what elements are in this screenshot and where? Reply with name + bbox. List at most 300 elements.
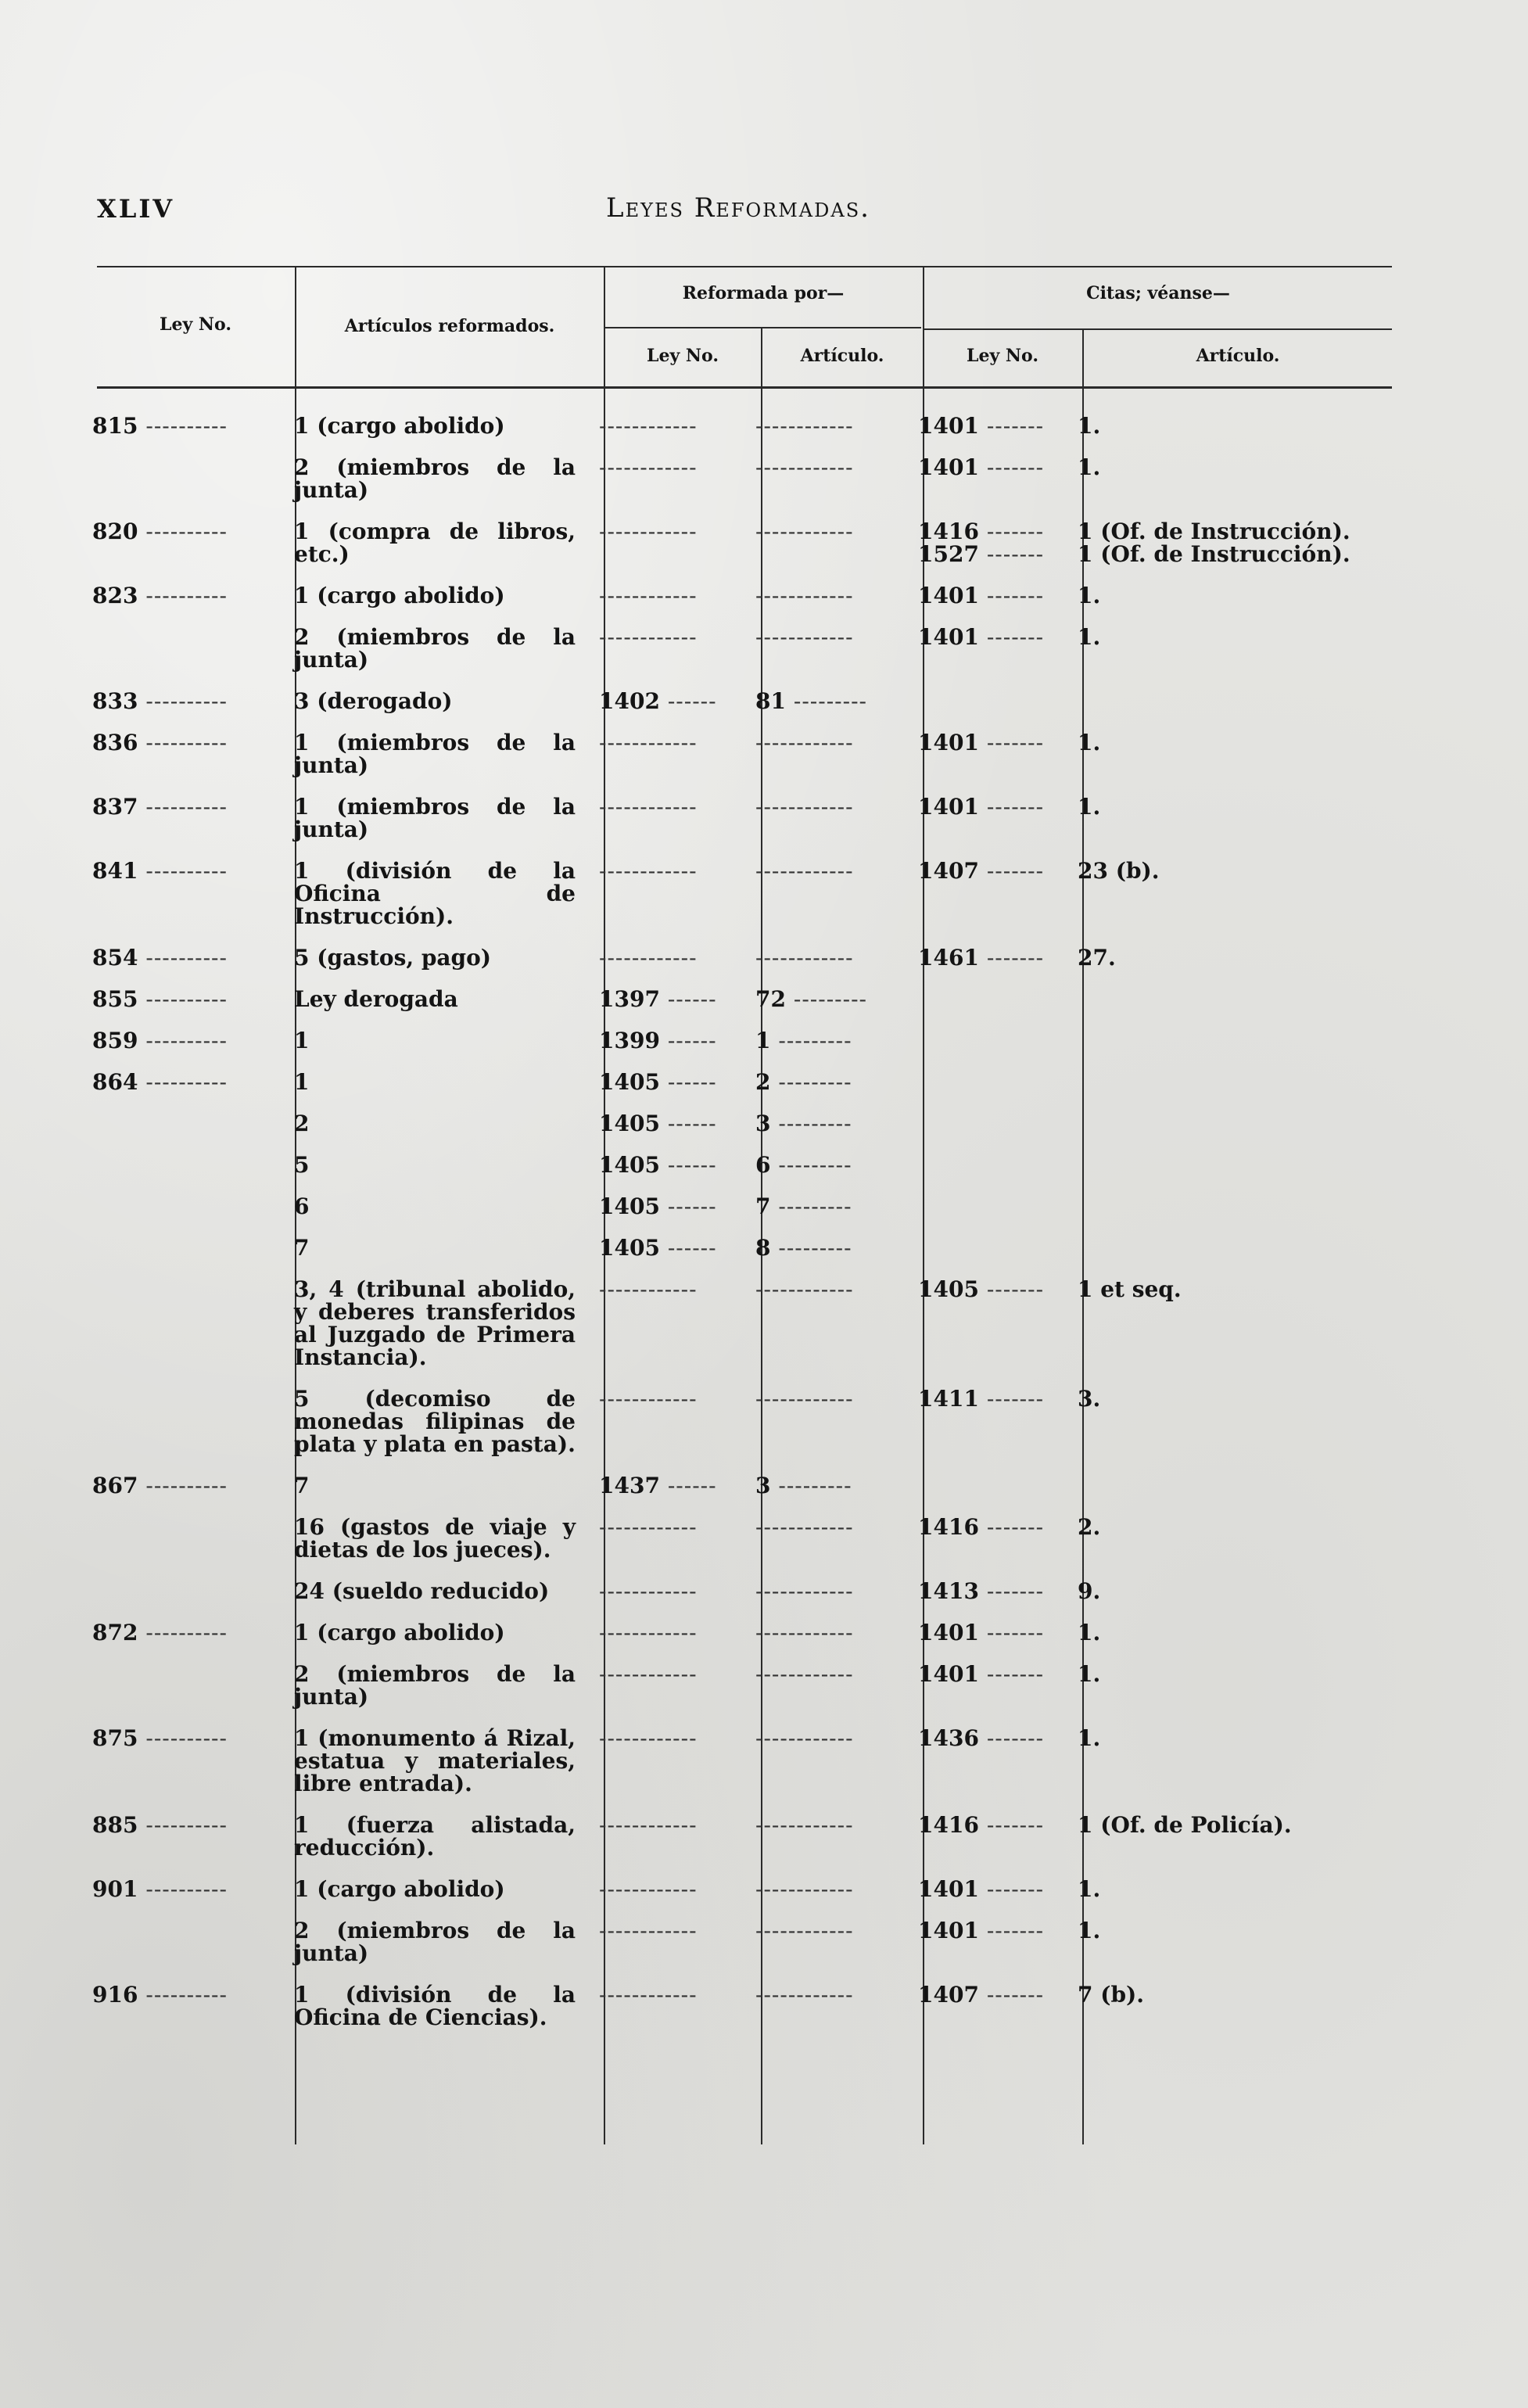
cita-ley-cell (918, 849, 1078, 935)
reformada-articulo-cell (755, 1908, 918, 1972)
cita-articulo-text: 27. (1078, 945, 1116, 971)
articulo-cell (294, 1505, 599, 1569)
reformada-articulo-cell (755, 509, 918, 573)
ley-number: 875 (92, 1725, 138, 1751)
ley-number: 916 (92, 1982, 138, 2008)
dot-leader: ------------ (599, 1578, 698, 1604)
ley-number: 901 (92, 1876, 138, 1902)
ley-number: 855 (92, 986, 138, 1012)
articulo-text: 1 (cargo abolido) (294, 1876, 505, 1902)
dot-leader: ------------ (755, 1876, 854, 1902)
articulo-cell (294, 784, 599, 849)
cita-ley-number: 1407 (918, 858, 979, 884)
dot-leader: ------ (659, 1473, 717, 1498)
cita-articulo-text: 7 (b). (1078, 1982, 1145, 2008)
ley-no-cell (92, 1569, 294, 1610)
cita-ley-cell (918, 1101, 1078, 1143)
cita-ley-line (918, 1580, 1078, 1602)
cita-ley-number: 1401 (918, 730, 979, 755)
ley-no-cell (92, 404, 294, 445)
reformada-articulo-number: 3 (755, 1111, 771, 1136)
cita-ley-cell (918, 1569, 1078, 1610)
cita-ley-number: 1401 (918, 794, 979, 820)
cita-ley-number: 1407 (918, 1982, 979, 2008)
cita-ley-cell (918, 1867, 1078, 1908)
cita-articulo-cell (1078, 1505, 1375, 1569)
articulo-text: 5 (decomiso de monedas filipinas de plata y plata en pasta). (294, 1386, 576, 1457)
cita-articulo-cell (1078, 1060, 1375, 1101)
reformada-articulo-cell (755, 1463, 918, 1505)
ley-no-cell (92, 1101, 294, 1143)
articulo-cell (294, 445, 599, 509)
cita-ley-cell (918, 935, 1078, 977)
reformada-articulo-number: 8 (755, 1235, 771, 1261)
ley-no-cell (92, 935, 294, 977)
reformada-ley-cell (599, 1505, 755, 1569)
reformada-ley-cell (599, 1867, 755, 1908)
dot-leader: --------- (770, 1193, 852, 1219)
table-row (92, 1463, 1375, 1505)
reformada-ley-cell (599, 1184, 755, 1226)
reformada-ley-cell (599, 1716, 755, 1803)
cita-ley-cell (918, 1226, 1078, 1267)
dot-leader: ------------ (599, 583, 698, 608)
reformada-articulo-cell (755, 1184, 918, 1226)
reformada-articulo-cell (755, 1569, 918, 1610)
dot-leader: ------- (978, 1918, 1045, 1943)
cita-articulo-cell (1078, 1101, 1375, 1143)
reformada-ley-cell (599, 573, 755, 615)
cita-ley-line (918, 1919, 1078, 1942)
reformada-ley-cell (599, 1569, 755, 1610)
cita-ley-cell (918, 1972, 1078, 2037)
cita-articulo-cell (1078, 1972, 1375, 2037)
dot-leader: ---------- (138, 1028, 228, 1053)
page-folio: XLIV (97, 194, 175, 224)
cita-articulo-cell (1078, 679, 1375, 720)
articulo-cell (294, 1867, 599, 1908)
cita-ley-number: 1461 (918, 945, 979, 971)
reformada-articulo-cell (755, 445, 918, 509)
dot-leader: ------ (659, 1235, 717, 1261)
reformada-ley-cell (599, 1376, 755, 1463)
articulo-cell (294, 1018, 599, 1060)
dot-leader: ---------- (138, 794, 228, 820)
cita-articulo-text: 9. (1078, 1578, 1101, 1604)
table-row (92, 679, 1375, 720)
cita-ley-cell (918, 1652, 1078, 1716)
dot-leader: ------- (978, 413, 1045, 439)
reformada-ley-number: 1405 (599, 1193, 660, 1219)
dot-leader: ---------- (138, 1620, 228, 1645)
cita-articulo-cell (1078, 1143, 1375, 1184)
cita-ley-line (918, 1621, 1078, 1644)
dot-leader: ------------ (755, 945, 854, 971)
reformada-articulo-cell (755, 720, 918, 784)
cita-ley-number: 1411 (918, 1386, 979, 1412)
reformada-ley-cell (599, 1908, 755, 1972)
cita-ley-line (918, 1727, 1078, 1749)
dot-leader: ------------ (599, 1982, 698, 2008)
dot-leader: ------- (978, 1725, 1045, 1751)
dot-leader: ------- (978, 583, 1045, 608)
dot-leader: --------- (770, 1111, 852, 1136)
articulo-text: 7 (294, 1235, 310, 1261)
articulo-text: 3 (derogado) (294, 688, 453, 714)
dot-leader: ------- (978, 794, 1045, 820)
ley-number: 823 (92, 583, 138, 608)
cita-articulo-cell (1078, 977, 1375, 1018)
articulo-text: 24 (sueldo reducido) (294, 1578, 550, 1604)
ley-no-cell (92, 509, 294, 573)
cita-articulo-text: 1 (Of. de Instrucción). (1078, 541, 1350, 567)
ley-number: 867 (92, 1473, 138, 1498)
dot-leader: --------- (770, 1028, 852, 1053)
ley-no-cell (92, 1267, 294, 1376)
cita-ley-cell (918, 1505, 1078, 1569)
dot-leader: --------- (785, 986, 868, 1012)
dot-leader: ------- (978, 1620, 1045, 1645)
table-row (92, 784, 1375, 849)
ley-number: 833 (92, 688, 138, 714)
table-row (92, 849, 1375, 935)
articulo-cell (294, 509, 599, 573)
articulo-text: 1 (fuerza alistada, reducción). (294, 1812, 576, 1861)
header-ley-no: Ley No. (160, 314, 231, 335)
cita-ley-cell (918, 1267, 1078, 1376)
ley-no-cell (92, 1463, 294, 1505)
table-row (92, 1908, 1375, 1972)
reformada-ley-number: 1402 (599, 688, 660, 714)
table-row (92, 1652, 1375, 1716)
cita-ley-line (918, 946, 1078, 969)
articulo-cell (294, 1267, 599, 1376)
table-row (92, 573, 1375, 615)
ley-no-cell (92, 573, 294, 615)
dot-leader: ------------ (755, 1578, 854, 1604)
articulo-text: 7 (294, 1473, 310, 1498)
dot-leader: ------------ (599, 858, 698, 884)
articulo-text: 2 (miembros de la junta) (294, 624, 576, 673)
table-row (92, 1018, 1375, 1060)
ley-no-cell (92, 1505, 294, 1569)
cita-ley-cell (918, 509, 1078, 573)
dot-leader: ------------ (599, 1514, 698, 1540)
cita-articulo-cell (1078, 615, 1375, 679)
dot-leader: ------------ (755, 1386, 854, 1412)
reformada-ley-cell (599, 1803, 755, 1867)
cita-ley-cell (918, 404, 1078, 445)
cita-ley-cell (918, 445, 1078, 509)
cita-articulo-cell (1078, 1569, 1375, 1610)
reformada-ley-cell (599, 720, 755, 784)
reformada-ley-number: 1399 (599, 1028, 660, 1053)
reformada-articulo-cell (755, 1652, 918, 1716)
dot-leader: ------------ (755, 1620, 854, 1645)
cita-ley-cell (918, 1716, 1078, 1803)
dot-leader: ------------ (599, 624, 698, 650)
cita-articulo-cell (1078, 1184, 1375, 1226)
cita-ley-line (918, 626, 1078, 648)
table-row (92, 1972, 1375, 2037)
cita-articulo-text: 1. (1078, 1725, 1101, 1751)
reformada-articulo-cell (755, 1505, 918, 1569)
ley-no-cell (92, 1184, 294, 1226)
dot-leader: ------- (978, 624, 1045, 650)
cita-ley-line (918, 731, 1078, 754)
dot-leader: ------------ (599, 1876, 698, 1902)
ley-no-cell (92, 679, 294, 720)
cita-ley-number: 1416 (918, 1812, 979, 1838)
cita-ley-number: 1527 (918, 541, 979, 567)
dot-leader: ------------ (599, 413, 698, 439)
ley-no-cell (92, 1226, 294, 1267)
articulo-cell (294, 977, 599, 1018)
articulo-text: 1 (294, 1069, 310, 1095)
reformada-articulo-cell (755, 1101, 918, 1143)
dot-leader: ------------ (599, 1725, 698, 1751)
cita-articulo-text: 1. (1078, 583, 1101, 608)
cita-ley-number: 1401 (918, 413, 979, 439)
dot-leader: ---------- (138, 1473, 228, 1498)
articulo-cell (294, 1972, 599, 2037)
articulo-cell (294, 615, 599, 679)
articulo-cell (294, 1569, 599, 1610)
cita-articulo-cell (1078, 1463, 1375, 1505)
cita-articulo-cell (1078, 1652, 1375, 1716)
dot-leader: ---------- (138, 1982, 228, 2008)
reformada-articulo-number: 2 (755, 1069, 771, 1095)
cita-articulo-text: 1. (1078, 1876, 1101, 1902)
dot-leader: ------- (978, 454, 1045, 480)
dot-leader: ------------ (599, 1918, 698, 1943)
cita-ley-cell (918, 1463, 1078, 1505)
articulo-cell (294, 1716, 599, 1803)
reformada-articulo-number: 1 (755, 1028, 771, 1053)
cita-articulo-cell (1078, 849, 1375, 935)
articulo-cell (294, 679, 599, 720)
cita-ley-cell (918, 977, 1078, 1018)
cita-ley-number: 1401 (918, 1620, 979, 1645)
articulo-text: 2 (miembros de la junta) (294, 454, 576, 503)
reformada-ley-number: 1405 (599, 1069, 660, 1095)
reformada-articulo-cell (755, 1376, 918, 1463)
reformada-articulo-cell (755, 1972, 918, 2037)
articulo-text: 2 (294, 1111, 310, 1136)
cita-articulo-cell (1078, 1226, 1375, 1267)
articulo-text: 5 (294, 1152, 310, 1178)
dot-leader: --------- (770, 1152, 852, 1178)
dot-leader: ------- (978, 1276, 1045, 1302)
cita-ley-number: 1401 (918, 1661, 979, 1687)
header-sub-ley-no-2: Ley No. (967, 346, 1038, 366)
articulo-text: 6 (294, 1193, 310, 1219)
ley-no-cell (92, 1867, 294, 1908)
ley-number: 837 (92, 794, 138, 820)
dot-leader: ------------ (755, 1982, 854, 2008)
cita-articulo-text: 1 (Of. de Instrucción). (1078, 519, 1350, 544)
table-row (92, 615, 1375, 679)
cita-articulo-text: 2. (1078, 1514, 1101, 1540)
dot-leader: ------------ (755, 794, 854, 820)
ley-no-cell (92, 1652, 294, 1716)
cita-ley-cell (918, 1060, 1078, 1101)
cita-ley-number: 1436 (918, 1725, 979, 1751)
dot-leader: ------------ (599, 1386, 698, 1412)
articulo-cell (294, 1184, 599, 1226)
cita-articulo-text: 1. (1078, 454, 1101, 480)
dot-leader: ------------ (755, 1812, 854, 1838)
cita-ley-number: 1413 (918, 1578, 979, 1604)
cita-ley-cell (918, 1908, 1078, 1972)
reformada-articulo-cell (755, 1803, 918, 1867)
dot-leader: ------------ (755, 1514, 854, 1540)
articulo-text: 1 (cargo abolido) (294, 1620, 505, 1645)
ley-no-cell (92, 1060, 294, 1101)
dot-leader: ------ (659, 688, 717, 714)
reformada-ley-cell (599, 1060, 755, 1101)
articulo-cell (294, 1101, 599, 1143)
cita-ley-number: 1401 (918, 583, 979, 608)
cita-ley-cell (918, 784, 1078, 849)
cita-ley-line (918, 584, 1078, 607)
ley-number: 820 (92, 519, 138, 544)
cita-articulo-text: 1 et seq. (1078, 1276, 1182, 1302)
cita-ley-cell (918, 1610, 1078, 1652)
reformada-ley-cell (599, 1101, 755, 1143)
ley-no-cell (92, 977, 294, 1018)
reformada-ley-cell (599, 404, 755, 445)
table-row (92, 977, 1375, 1018)
dot-leader: ------- (978, 1812, 1045, 1838)
table-row (92, 445, 1375, 509)
dot-leader: ---------- (138, 413, 228, 439)
reformada-articulo-cell (755, 1143, 918, 1184)
reformada-ley-number: 1405 (599, 1152, 660, 1178)
dot-leader: ------- (978, 730, 1045, 755)
reformada-articulo-cell (755, 1060, 918, 1101)
table-row (92, 1226, 1375, 1267)
dot-leader: ------------ (755, 1725, 854, 1751)
reformada-ley-cell (599, 445, 755, 509)
reformada-articulo-cell (755, 679, 918, 720)
ley-no-cell (92, 615, 294, 679)
dot-leader: ------------ (599, 1620, 698, 1645)
cita-ley-line (918, 1278, 1078, 1301)
dot-leader: ------- (978, 1876, 1045, 1902)
cita-ley-cell (918, 679, 1078, 720)
dot-leader: ------------ (599, 454, 698, 480)
reformada-articulo-cell (755, 1267, 918, 1376)
reformada-ley-cell (599, 1972, 755, 2037)
dot-leader: ---------- (138, 688, 228, 714)
cita-articulo-text: 1. (1078, 1661, 1101, 1687)
table-row (92, 509, 1375, 573)
table-row (92, 1060, 1375, 1101)
cita-articulo-text: 1 (Of. de Policía). (1078, 1812, 1292, 1838)
cita-articulo-cell (1078, 1803, 1375, 1867)
cita-ley-cell (918, 1018, 1078, 1060)
cita-articulo-cell (1078, 784, 1375, 849)
table-row (92, 404, 1375, 445)
dot-leader: ------------ (755, 858, 854, 884)
ley-no-cell (92, 720, 294, 784)
cita-ley-cell (918, 1143, 1078, 1184)
dot-leader: ------ (659, 1152, 717, 1178)
dot-leader: ------------ (599, 945, 698, 971)
table-row (92, 720, 1375, 784)
reformada-articulo-number: 72 (755, 986, 786, 1012)
reformada-ley-number: 1405 (599, 1111, 660, 1136)
reformada-ley-cell (599, 1463, 755, 1505)
cita-ley-cell (918, 573, 1078, 615)
dot-leader: ------------ (599, 794, 698, 820)
reformada-articulo-cell (755, 849, 918, 935)
table-row (92, 935, 1375, 977)
ley-no-cell (92, 1908, 294, 1972)
reformada-ley-cell (599, 1610, 755, 1652)
reformada-articulo-cell (755, 615, 918, 679)
amended-laws-table (92, 404, 1375, 2037)
dot-leader: ---------- (138, 583, 228, 608)
cita-ley-line (918, 456, 1078, 479)
dot-leader: ------------ (755, 583, 854, 608)
reformada-articulo-number: 3 (755, 1473, 771, 1498)
articulo-text: Ley derogada (294, 986, 458, 1012)
ley-number: 841 (92, 858, 138, 884)
cita-ley-line (918, 1516, 1078, 1538)
articulo-text: 1 (miembros de la junta) (294, 730, 576, 778)
table-row (92, 1184, 1375, 1226)
header-sub-rule-ref (604, 327, 921, 328)
header-sub-articulo: Artículo. (800, 346, 884, 366)
articulo-cell (294, 1463, 599, 1505)
articulo-cell (294, 404, 599, 445)
articulo-cell (294, 1610, 599, 1652)
dot-leader: ---------- (138, 945, 228, 971)
dot-leader: ------------ (755, 413, 854, 439)
header-sub-ley-no: Ley No. (647, 346, 719, 366)
dot-leader: ------------ (755, 519, 854, 544)
reformada-articulo-cell (755, 573, 918, 615)
ley-no-cell (92, 1018, 294, 1060)
articulo-cell (294, 1908, 599, 1972)
cita-articulo-cell (1078, 445, 1375, 509)
reformada-ley-cell (599, 1267, 755, 1376)
dot-leader: ------- (978, 858, 1045, 884)
cita-ley-number: 1416 (918, 1514, 979, 1540)
ley-number: 864 (92, 1069, 138, 1095)
articulo-cell (294, 1226, 599, 1267)
reformada-ley-cell (599, 679, 755, 720)
table-row (92, 1610, 1375, 1652)
cita-articulo-cell (1078, 720, 1375, 784)
cita-articulo-cell (1078, 935, 1375, 977)
ley-no-cell (92, 1143, 294, 1184)
header-articulos: Artículos reformados. (344, 316, 555, 336)
cita-ley-cell (918, 1184, 1078, 1226)
reformada-articulo-cell (755, 1610, 918, 1652)
cita-articulo-text: 1. (1078, 794, 1101, 820)
articulo-cell (294, 935, 599, 977)
cita-articulo-text: 1. (1078, 730, 1101, 755)
articulo-text: 16 (gastos de viaje y dietas de los jueces). (294, 1514, 576, 1563)
table-row (92, 1716, 1375, 1803)
cita-ley-cell (918, 720, 1078, 784)
cita-articulo-cell (1078, 573, 1375, 615)
articulo-cell (294, 1803, 599, 1867)
reformada-articulo-cell (755, 784, 918, 849)
